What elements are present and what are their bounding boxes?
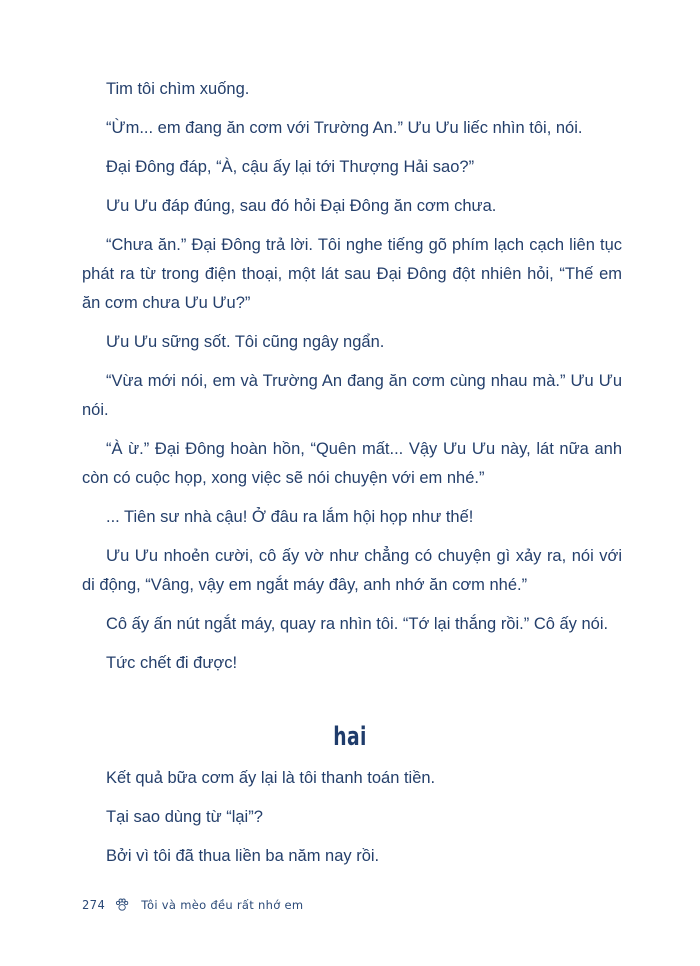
- chapter-heading: hai: [333, 722, 367, 752]
- paragraph: Bởi vì tôi đã thua liền ba năm nay rồi.: [106, 847, 380, 865]
- paw-print-icon: [115, 898, 129, 912]
- paragraph: Tức chết đi được!: [106, 654, 238, 672]
- paragraph: Tại sao dùng từ “lại”?: [106, 808, 263, 826]
- paragraph: “Vừa mới nói, em và Trường An đang ăn cơm cùng nhau mà.” Ưu Ưu nói.: [82, 372, 622, 419]
- paragraph: Ưu Ưu đáp đúng, sau đó hỏi Đại Đông ăn cơm chưa.: [106, 197, 497, 215]
- paragraph: “Ừm... em đang ăn cơm với Trường An.” Ưu Ưu liếc nhìn tôi, nói.: [106, 119, 583, 137]
- body-text-part-2: [82, 764, 622, 871]
- page-footer: [82, 898, 303, 912]
- paragraph: Ưu Ưu sững sốt. Tôi cũng ngây ngẩn.: [106, 333, 385, 351]
- paragraph: ... Tiên sư nhà cậu! Ở đâu ra lắm hội họp như thế!: [106, 508, 474, 526]
- paragraph: Cô ấy ấn nút ngắt máy, quay ra nhìn tôi. “Tớ lại thắng rồi.” Cô ấy nói.: [106, 615, 609, 633]
- paragraph: Kết quả bữa cơm ấy lại là tôi thanh toán tiền.: [106, 769, 436, 787]
- paragraph: “À ừ.” Đại Đông hoàn hồn, “Quên mất... Vậy Ưu Ưu này, lát nữa anh còn có cuộc họp, xong việc sẽ nói chuyện với em nhé.”: [82, 440, 622, 487]
- paragraph: “Chưa ăn.” Đại Đông trả lời. Tôi nghe tiếng gõ phím lạch cạch liên tục phát ra từ trong điện thoại, một lát sau Đại Đông đột nhiên hỏi, “Thế em ăn cơm chưa Ưu Ưu?”: [82, 236, 622, 312]
- book-title: Tôi và mèo đều rất nhớ em: [141, 898, 304, 912]
- paragraph: Ưu Ưu nhoẻn cười, cô ấy vờ như chẳng có chuyện gì xảy ra, nói với di động, “Vâng, vậy em ngắt máy đây, anh nhớ ăn cơm nhé.”: [82, 547, 622, 594]
- paragraph: Tim tôi chìm xuống.: [106, 80, 250, 98]
- paragraph: Đại Đông đáp, “À, cậu ấy lại tới Thượng Hải sao?”: [106, 158, 475, 176]
- body-text-part-1: [82, 75, 622, 678]
- page-number: 274: [82, 898, 106, 912]
